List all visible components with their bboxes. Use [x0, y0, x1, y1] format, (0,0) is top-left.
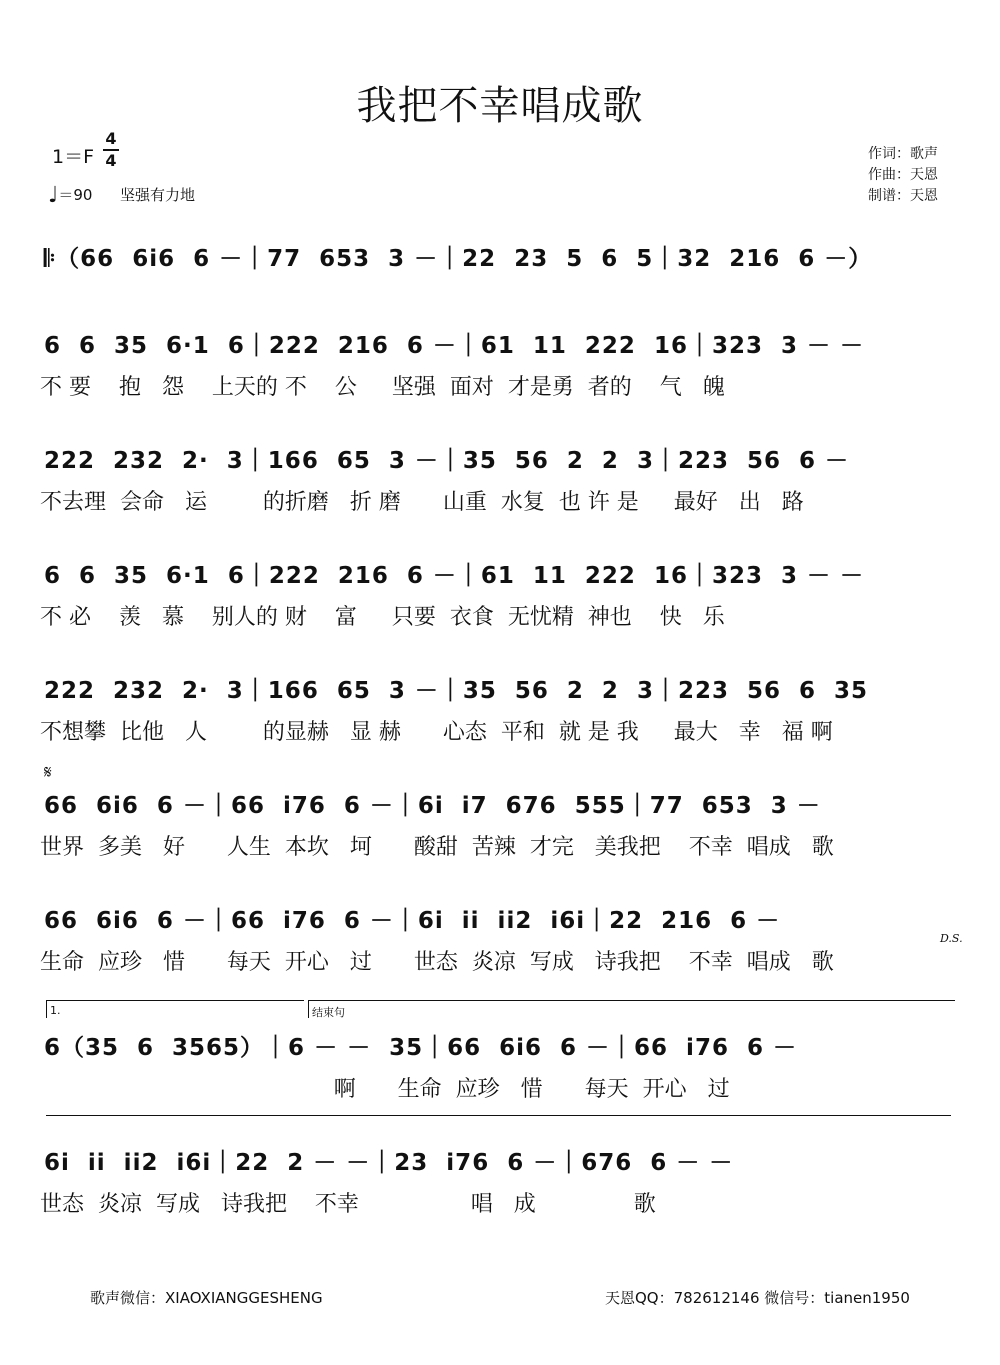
lyrics-row-4: 不 必 羡 慕 别人的 财 富 只要 衣食 无忧精 神也 快 乐 — [40, 605, 725, 630]
volta-bracket — [46, 1000, 304, 1001]
time-signature — [103, 130, 119, 170]
key-signature: 1＝F — [52, 146, 95, 168]
ending-bracket-edge — [308, 1000, 309, 1018]
volta-number: 1. — [50, 1004, 61, 1017]
lyrics-row-5: 不想攀 比他 人 的显赫 显 赫 心态 平和 就 是 我 最大 幸 福 啊 — [40, 720, 833, 745]
expression-marking: 坚强有力地 — [120, 186, 196, 204]
notation-row-1: 𝄆（66 6i6 6 －｜77 653 3 －｜22 23 5 6 5｜32 216 6 －） — [44, 246, 873, 272]
volta-bracket-edge — [46, 1000, 47, 1018]
lyrics-row-7: 生命 应珍 惜 每天 开心 过 世态 炎凉 写成 诗我把 不幸 唱成 歌 — [40, 950, 834, 975]
ending-bracket — [308, 1000, 955, 1001]
notation-row-6: 66 6i6 6 －｜66 i76 6 －｜6i i7 676 555｜77 653 3 － — [44, 793, 821, 819]
footer-wechat: 歌声微信：XIAOXIANGGESHENG — [90, 1289, 323, 1307]
footer-contact: 天恩QQ：782612146 微信号：tianen1950 — [605, 1289, 910, 1307]
tempo-value: ＝90 — [58, 186, 93, 204]
ending-label: 结束句 — [312, 1006, 345, 1019]
quarter-note-icon: ♩ — [48, 183, 59, 208]
lyrics-row-6: 世界 多美 好 人生 本坎 坷 酸甜 苦辣 才完 美我把 不幸 唱成 歌 — [40, 835, 834, 860]
credit-transcriber: 制谱：天恩 — [868, 188, 938, 204]
credit-composer: 作曲：天恩 — [868, 167, 938, 183]
lyrics-row-2: 不 要 抱 怨 上天的 不 公 坚强 面对 才是勇 者的 气 魄 — [40, 375, 725, 400]
time-signature-bottom: 4 — [105, 151, 117, 170]
lyrics-row-9: 世态 炎凉 写成 诗我把 不幸 唱 成 歌 — [40, 1192, 656, 1217]
lyrics-row-8: 啊 生命 应珍 惜 每天 开心 过 — [40, 1077, 730, 1102]
notation-row-2: 6 6 35 6·1 6｜222 216 6 －｜61 11 222 16｜323 3 － － — [44, 333, 864, 359]
lyrics-row-3: 不去理 会命 运 的折磨 折 磨 山重 水复 也 许 是 最好 出 路 — [40, 490, 804, 515]
tempo-marking — [48, 183, 92, 208]
credit-lyricist: 作词：歌声 — [868, 146, 938, 162]
notation-row-5: 222 232 2· 3｜166 65 3 －｜35 56 2 2 3｜223 56 6 35 — [44, 678, 869, 704]
time-signature-top: 4 — [105, 129, 117, 148]
notation-row-8: 6（35 6 3565）｜6 － － 35｜66 6i6 6 －｜66 i76 6 － — [44, 1035, 797, 1061]
coda-line — [46, 1115, 951, 1116]
notation-row-9: 6i ii ii2 i6i｜22 2 － －｜23 i76 6 －｜676 6 － － — [44, 1150, 734, 1176]
notation-row-7: 66 6i6 6 －｜66 i76 6 －｜6i ii ii2 i6i｜22 216 6 － — [44, 908, 781, 934]
notation-row-4: 6 6 35 6·1 6｜222 216 6 －｜61 11 222 16｜323 3 － － — [44, 563, 864, 589]
segno-sign: 𝄋 — [44, 762, 52, 783]
ds-marking: D.S. — [940, 932, 963, 945]
notation-row-3: 222 232 2· 3｜166 65 3 －｜35 56 2 2 3｜223 56 6 － — [44, 448, 850, 474]
page-title: 我把不幸唱成歌 — [356, 83, 644, 129]
